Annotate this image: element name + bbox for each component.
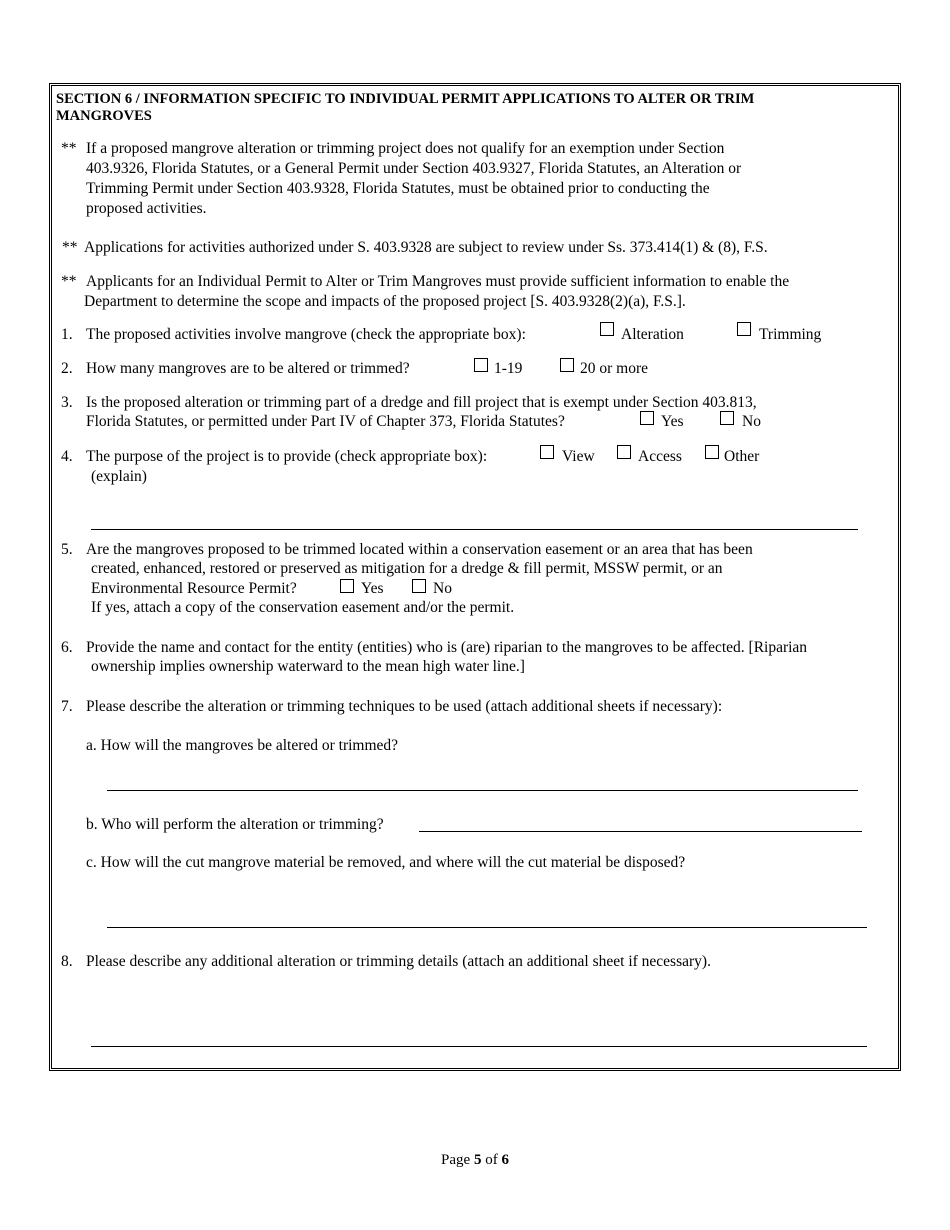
q2-text: How many mangroves are to be altered or trimmed?: [86, 360, 410, 377]
q5-number: 5.: [61, 541, 73, 558]
q1-text: The proposed activities involve mangrove (check the appropriate box):: [86, 326, 526, 343]
note-1-line1: If a proposed mangrove alteration or trimming project does not qualify for an exemption under Section: [86, 140, 725, 157]
q7b-text: b. Who will perform the alteration or trimming?: [86, 816, 384, 833]
q5-no-checkbox[interactable]: [412, 579, 426, 593]
q1-alteration-checkbox[interactable]: [600, 322, 614, 336]
q4-text: The purpose of the project is to provide (check appropriate box):: [86, 448, 488, 465]
q3-number: 3.: [61, 394, 73, 411]
q5-no-label: No: [433, 580, 452, 597]
q3-no-label: No: [742, 413, 761, 430]
q7a-text: a. How will the mangroves be altered or trimmed?: [86, 737, 399, 754]
note-1-line2: 403.9326, Florida Statutes, or a General Permit under Section 403.9327, Florida Statutes, an Alteration or: [86, 160, 742, 177]
q3-no-checkbox[interactable]: [720, 411, 734, 425]
q2-1-19-checkbox[interactable]: [474, 358, 488, 372]
q5-yes-label: Yes: [361, 580, 384, 597]
q7a-answer-line[interactable]: [107, 790, 858, 791]
note-marker: **: [61, 273, 77, 290]
note-2-line1: Applications for activities authorized under S. 403.9328 are subject to review under Ss. 373.414(1) & (8), F.S.: [84, 239, 768, 256]
q8-answer-line[interactable]: [91, 1046, 867, 1047]
q4-other-checkbox[interactable]: [705, 445, 719, 459]
q4-access-checkbox[interactable]: [617, 445, 631, 459]
note-3-line1: Applicants for an Individual Permit to Alter or Trim Mangroves must provide sufficient information to enable the: [86, 273, 790, 290]
q5-yes-checkbox[interactable]: [340, 579, 354, 593]
q1-alteration-label: Alteration: [621, 326, 684, 343]
section-header: [56, 91, 754, 125]
footer-prefix: Page: [441, 1152, 471, 1168]
q5-line4: If yes, attach a copy of the conservation easement and/or the permit.: [91, 599, 515, 616]
q7-text: Please describe the alteration or trimming techniques to be used (attach additional sheets if necessary):: [86, 698, 723, 715]
q4-answer-line[interactable]: [91, 529, 858, 530]
note-1-line3: Trimming Permit under Section 403.9328, Florida Statutes, must be obtained prior to conducting the: [86, 180, 710, 197]
q3-yes-label: Yes: [661, 413, 684, 430]
q7b-answer-line[interactable]: [419, 831, 862, 832]
note-marker: **: [61, 140, 77, 157]
footer-current-page: 5: [473, 1152, 482, 1168]
q3-line2: Florida Statutes, or permitted under Part IV of Chapter 373, Florida Statutes?: [86, 413, 565, 430]
q4-view-label: View: [562, 448, 595, 465]
note-1-line4: proposed activities.: [86, 200, 207, 217]
q4-view-checkbox[interactable]: [540, 445, 554, 459]
q2-20-or-more-label: 20 or more: [580, 360, 649, 377]
note-3-line2: Department to determine the scope and impacts of the proposed project [S. 403.9328(2)(a), F.S.].: [84, 293, 686, 310]
q1-number: 1.: [61, 326, 73, 343]
q1-trimming-label: Trimming: [759, 326, 822, 343]
page-footer: [0, 1152, 950, 1169]
footer-of: of: [485, 1152, 498, 1168]
q4-explain: (explain): [91, 468, 147, 485]
note-marker: **: [62, 239, 78, 256]
q7-number: 7.: [61, 698, 73, 715]
q6-line2: ownership implies ownership waterward to the mean high water line.]: [91, 658, 525, 675]
footer-total-pages: 6: [501, 1152, 509, 1168]
q6-line1: Provide the name and contact for the entity (entities) who is (are) riparian to the mangroves to be affected. [Riparian: [86, 639, 808, 656]
q5-line3: Environmental Resource Permit?: [91, 580, 297, 597]
q4-number: 4.: [61, 448, 73, 465]
q8-number: 8.: [61, 953, 73, 970]
q1-trimming-checkbox[interactable]: [737, 322, 751, 336]
q3-yes-checkbox[interactable]: [640, 411, 654, 425]
q7c-text: c. How will the cut mangrove material be removed, and where will the cut material be disposed?: [86, 854, 686, 871]
q8-text: Please describe any additional alteration or trimming details (attach an additional sheet if necessary).: [86, 953, 711, 970]
q2-1-19-label: 1-19: [494, 360, 523, 377]
q6-number: 6.: [61, 639, 73, 656]
q3-line1: Is the proposed alteration or trimming part of a dredge and fill project that is exempt under Section 403.813,: [86, 394, 757, 411]
q5-line2: created, enhanced, restored or preserved as mitigation for a dredge & fill permit, MSSW permit, or an: [91, 560, 723, 577]
q4-access-label: Access: [638, 448, 682, 465]
section-header-line2: MANGROVES: [56, 108, 152, 124]
section-header-line1: SECTION 6 / INFORMATION SPECIFIC TO INDIVIDUAL PERMIT APPLICATIONS TO ALTER OR TRIM: [56, 91, 755, 107]
q4-other-label: Other: [724, 448, 760, 465]
q7c-answer-line[interactable]: [107, 927, 867, 928]
q5-line1: Are the mangroves proposed to be trimmed located within a conservation easement or an area that has been: [86, 541, 753, 558]
q2-20-or-more-checkbox[interactable]: [560, 358, 574, 372]
q2-number: 2.: [61, 360, 73, 377]
